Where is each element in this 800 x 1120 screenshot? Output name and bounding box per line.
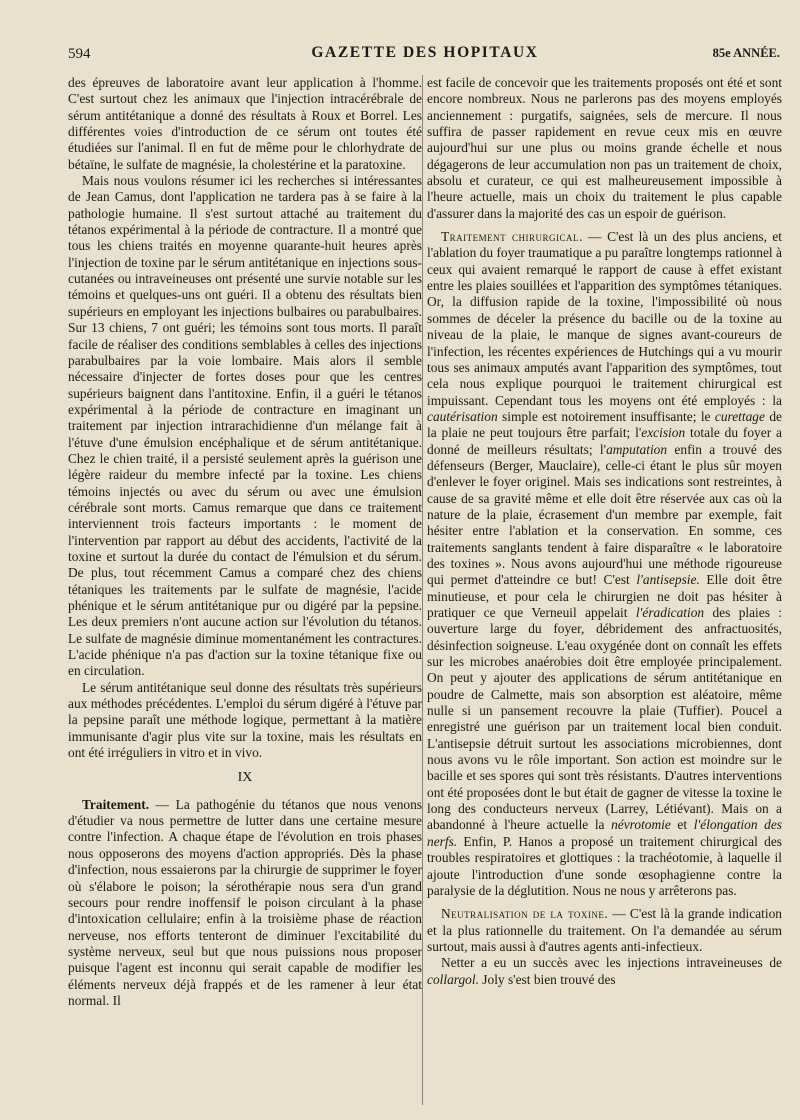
paragraph-text: et bbox=[670, 817, 694, 833]
paragraph-text: de la plaie ne peut toujours être parfait; l' bbox=[427, 408, 782, 441]
italic-term: l'antisepsie. bbox=[636, 572, 700, 588]
italic-term: l'élongation des nerfs. bbox=[427, 817, 782, 849]
paragraph-text: — La pathogénie du tétanos que nous venons d'étudier va nous permettre de lutter dans une certaine mesure contre l'infection. A chaque étape de l'évolution en trois phases nous opposerons des moyens d'action appropriés. Dès la phase d'infection, nous essaierons par la chirurgie de supprimer le foyer où s'élabore le poison; la sérothérapie nous sera d'un grand secours pour rendre inoffensif le poison circulant à la phase d'intoxication cellulaire; enfin à la troisième phase de réaction nerveuse, nos efforts tenteront de diminuer l'excitabilité du système nerveux, seul but que nous puissions nous proposer puisque l'agent est inconnu qui serait capable de modifier les éléments nerveux déjà frappés et de les ramener à leur état normal. Il bbox=[68, 796, 422, 1008]
journal-title: GAZETTE DES HOPITAUX bbox=[311, 44, 539, 61]
paragraph-text: Elle doit être minutieuse, et pour cela le chirurgien ne doit pas hésiter à pratiquer ce que Verneuil appelait bbox=[427, 572, 782, 620]
paragraph-text: Joly s'est bien trouvé des bbox=[478, 971, 616, 987]
paragraph-text: simple est notoirement insuffisante; le bbox=[497, 408, 715, 424]
paragraph: Le sérum antitétanique seul donne des résultats très supérieurs aux méthodes précédentes. L'emploi du sérum digéré à l'étuve par la pepsine paraît une méthode logique, permettant à la matière immunisante d'agir plus vite sur la toxine, mais les résultats en ont été irréguliers in vitro et in vivo. bbox=[68, 679, 422, 761]
left-column bbox=[68, 75, 422, 1009]
paragraph-text: — C'est là un des plus anciens, et l'ablation du foyer traumatique a pu paraître longtemps rationnel à ceux qui avaient remarqué le rapport de cause à effet existant entre les plaies souillées et l'apparition des symptômes tétaniques. Or, la diffusion rapide de la toxine, l'impossibilité où nous sommes de déceler la présence du bacille ou de la toxine au niveau de la plaie, le manque de signes avant-coureurs de l'infection, les récentes expériences de Hutchings qui a vu mourir tous ses animaux amputés avant l'apparition des symptômes, tout cela nous explique pourquoi le traitement chirurgical est impuissant. Cependant tous les moyens ont été employés : la bbox=[427, 229, 782, 408]
paragraph: est facile de concevoir que les traitements proposés ont été et sont encore nombreux. Nous ne parlerons pas des moyens employés anciennement : purgatifs, saignées, sels de mercure. Il nous suffira de passer rapidement en revue ceux mis en œuvre aujourd'hui sur une plus ou moins grande échelle et nous dégagerons de leur accumulation non pas un traitement de choix, absolu et curateur, ce qui est malheureusement impossible à l'heure actuelle, mais un choix du traitement le plus capable d'assurer dans la majorité des cas un espoir de guérison. bbox=[427, 75, 782, 221]
italic-term: collargol. bbox=[427, 971, 479, 987]
paragraph-text: des plaies : ouverture large du foyer, débridement des anfractuosités, désinfection soigneuse. L'eau oxygénée dont on connaît les effets sur les microbes anaérobies doit être employée principalement. On peut y ajouter des applications de sérum antitétanique en poudre de Calmette, mais son absorption est aléatoire, même nulle si un pansement recouvre la plaie (Tuffier). Poucel a enregistré une guérison par un traitement local bien conduit. L'antisepsie détruit surtout les associations microbiennes, dont nous avons vu le rôle important. Son action est moindre sur le bacille et ses spores qui sont très résistants. D'autres interventions ont été proposées dont le but était de gagner de vitesse la toxine le long des conducteurs nerveux (Larrey, Létiévant). Mais on a abandonné à l'heure actuelle la bbox=[427, 605, 782, 833]
italic-term: l'éradication bbox=[635, 605, 705, 620]
italic-term: excision bbox=[641, 425, 686, 441]
right-column bbox=[427, 75, 782, 988]
page-number: 594 bbox=[68, 46, 91, 62]
paragraph: Mais nous voulons résumer ici les recherches si intéressantes de Jean Camus, dont l'application ne tardera pas à se faire à la pathologie humaine. Il s'est surtout attaché au traitement du tétanos expérimental à la période de contracture. Il a montré que tous les chiens traités en moyenne quarante-huit heures après l'injection de toxine par le sérum antitétanique en injections sous-cutanées ou intraveineuses ont présenté une survie notable sur les témoins et quelques-uns ont guéri. Il a obtenu des résultats bien supérieurs en employant les injections bulbaires ou parabulbaires. Sur 13 chiens, 7 ont guéri; les témoins sont tous morts. Il paraît facile de réaliser des conditions semblables à celles des injections parabulbaires par la voie lombaire. Mais alors il semble nécessaire d'injecter de fortes doses pour que les centres supérieurs baignent dans l'antitoxine. Enfin, il a guéri le tétanos expérimental à la période de contracture en imaginant un traitement par injection intrarachidienne d'un mélange fait à l'étuve d'une émulsion encéphalique et de sérum antitétanique. Chez le chien traité, il a persisté seulement après la guérison une légère raideur du membre infecté par la toxine. Les chiens témoins injectés ou avec du sérum ou avec une émulsion cérébrale sont morts. Camus remarque que dans ce traitement interviennent trois facteurs importants : le moment de l'intervention par rapport au début des accidents, l'activité de la toxine et surtout la durée du contact de l'émulsion et du sérum. De plus, tout récemment Camus a comparé chez des chiens tétaniques les traitements par le sulfate de magnésie, l'acide phénique et le sérum antitétanique pur ou digéré par la pepsine. Les deux premiers n'ont aucune action sur l'évolution du tétanos. Le sulfate de magnésie diminue momentanément les contractures. L'acide phénique n'a pas d'action sur la toxine tétanique fixe ou en circulation. bbox=[68, 173, 422, 679]
section-number: IX bbox=[237, 770, 253, 786]
paragraph-text: totale du foyer a donné de meilleurs résultats; l' bbox=[427, 425, 782, 457]
paragraph bbox=[427, 906, 782, 955]
column-divider bbox=[422, 75, 423, 1105]
italic-term: névrotomie bbox=[611, 817, 671, 833]
year-label: 85e ANNÉE. bbox=[712, 46, 780, 60]
section-heading: Traitement. bbox=[82, 796, 150, 812]
paragraph bbox=[427, 229, 782, 899]
paragraph-text: Enfin, P. Hanos a proposé un traitement chirurgical des troubles respiratoires et glottiques : la trachéotomie, à laquelle il ajoute l'introduction d'une sonde œsophagienne contre la paralysie de la déglutition. Nous ne nous y arrêterons pas. bbox=[427, 833, 782, 898]
subsection-heading: Traitement chirurgical. bbox=[441, 229, 583, 245]
italic-term: cautérisation bbox=[427, 408, 498, 424]
italic-term: curettage bbox=[714, 408, 765, 424]
italic-term: amputation bbox=[606, 441, 668, 457]
paragraph-text: — C'est là la grande indication et la plus rationnelle du traitement. On l'a demandée au sérum surtout, mais aussi à d'autres agents anti-infectieux. bbox=[427, 906, 782, 954]
page-header bbox=[68, 44, 782, 66]
paragraph bbox=[68, 797, 422, 1009]
paragraph-text: enfin a trouvé des défenseurs (Berger, Mauclaire), celle-ci étant le plus sûr moyen d'enlever le foyer originel. Mais ses indications sont restreintes, à cause de sa gravité même et elle doit être réservée aux cas où la nature de la plaie, écrasement d'un membre par exemple, fait hésiter entre l'ablation et la conservation. En somme, ces traitements sanglants tendent à faire disparaître « le laboratoire des toxines ». Nous avons aujourd'hui une méthode rigoureuse qui permet d'atteindre ce but! C'est bbox=[427, 441, 782, 588]
paragraph: des épreuves de laboratoire avant leur application à l'homme. C'est surtout chez les animaux que l'injection intracérébrale de sérum antitétanique a donné des résultats à Roux et Borrel. Les différentes voies d'introduction de ce sérum ont toutes été étudiées sur l'animal. Il en fut de même pour le chlorhydrate de bétaïne, le sulfate de magnésie, la cholestérine et la paratoxine. bbox=[68, 75, 422, 172]
paragraph bbox=[427, 955, 782, 988]
paragraph-text: Netter a eu un succès avec les injections intraveineuses de bbox=[441, 955, 782, 971]
subsection-heading: Neutralisation de la toxine. bbox=[441, 906, 609, 922]
